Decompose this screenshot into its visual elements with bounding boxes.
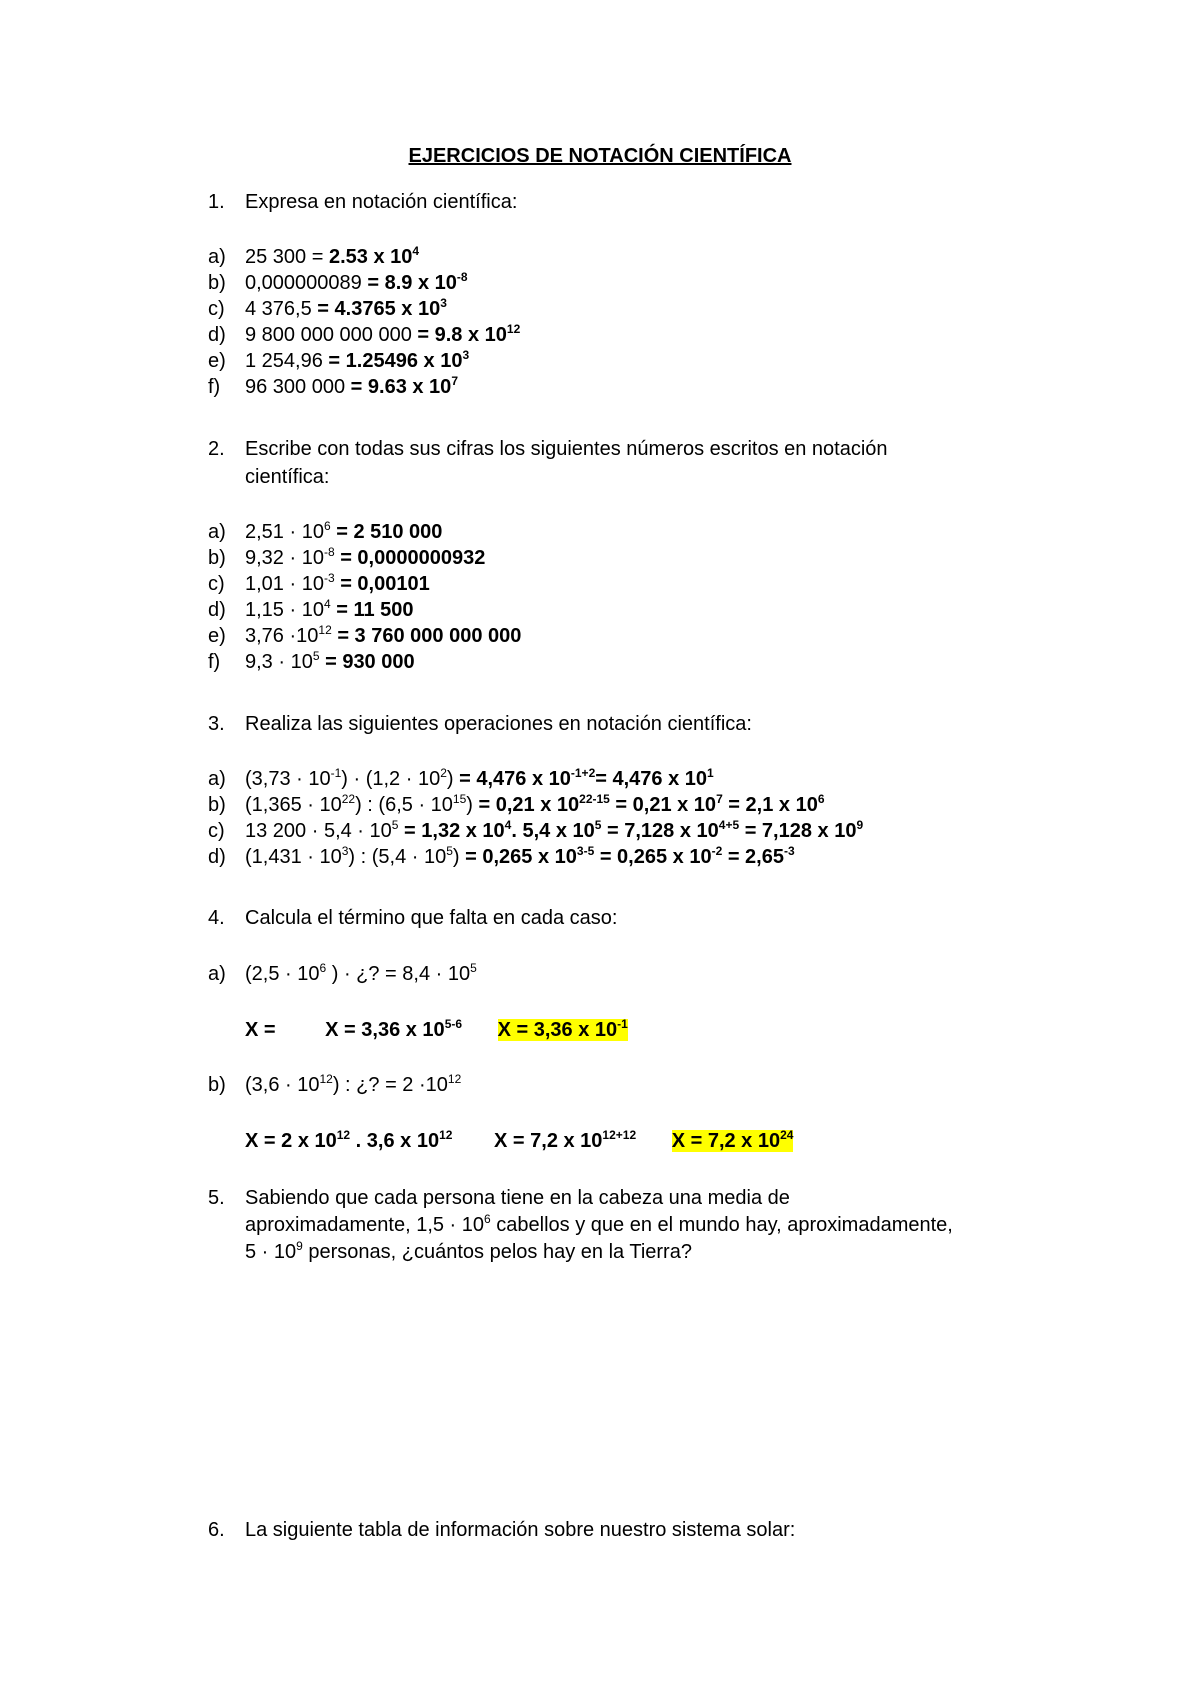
item-exponent: 5 bbox=[594, 818, 602, 832]
question-3 bbox=[208, 712, 752, 736]
item-label: b) bbox=[208, 272, 226, 294]
highlighted-answer bbox=[498, 1019, 628, 1041]
question-number: 1. bbox=[208, 191, 225, 213]
q1-item-e bbox=[208, 349, 469, 373]
item-label: c) bbox=[208, 298, 225, 320]
item-exponent: 4 bbox=[323, 597, 331, 611]
item-exponent: 22 bbox=[341, 792, 356, 806]
q3-item-c bbox=[208, 819, 863, 843]
question-number: 5. bbox=[208, 1187, 225, 1209]
q3-item-a bbox=[208, 767, 714, 791]
answer-step: X = bbox=[245, 1019, 282, 1041]
item-answer: = 4.3765 x 10 bbox=[317, 298, 441, 320]
item-exponent: 4 bbox=[504, 818, 512, 832]
item-exponent: 24 bbox=[780, 1128, 794, 1142]
item-question: ) bbox=[466, 794, 479, 816]
item-answer: = 0,00101 bbox=[340, 573, 430, 595]
answer-step: X = 7,2 x 10 bbox=[494, 1130, 603, 1152]
item-label: e) bbox=[208, 350, 226, 372]
item-question: (1,365 · 10 bbox=[245, 794, 342, 816]
item-answer: = 0,265 x 10 bbox=[465, 846, 577, 868]
item-label: b) bbox=[208, 794, 226, 816]
item-answer: = 0,0000000932 bbox=[340, 547, 486, 569]
item-question: 25 300 = bbox=[245, 246, 329, 268]
item-question: (3,6 · 10 bbox=[245, 1074, 320, 1096]
item-question: 3,76 ·10 bbox=[245, 625, 319, 647]
item-answer: = 3 760 000 000 000 bbox=[337, 625, 522, 647]
item-question: ) : ¿? = 2 ·10 bbox=[332, 1074, 448, 1096]
item-exponent: -8 bbox=[456, 270, 468, 284]
item-exponent: 12 bbox=[506, 322, 521, 336]
item-question: (1,431 · 10 bbox=[245, 846, 342, 868]
q4-a-answer bbox=[245, 1018, 628, 1042]
item-question: ) bbox=[446, 768, 460, 790]
item-answer: = 0,21 x 10 bbox=[615, 794, 717, 816]
q1-item-d bbox=[208, 323, 520, 347]
q2-item-b bbox=[208, 546, 485, 570]
question-text: La siguiente tabla de información sobre nuestro sistema solar: bbox=[245, 1519, 796, 1541]
item-answer: . 5,4 x 10 bbox=[511, 820, 595, 842]
item-answer: = 4,476 x 10 bbox=[595, 768, 708, 790]
item-exponent: 5 bbox=[446, 844, 453, 858]
question-number: 6. bbox=[208, 1519, 225, 1541]
item-exponent: -1 bbox=[617, 1017, 628, 1031]
question-text: Expresa en notación científica: bbox=[245, 191, 518, 213]
item-question: 1,01 · 10 bbox=[245, 573, 324, 595]
item-exponent: 6 bbox=[323, 519, 331, 533]
item-question: ) : (5,4 · 10 bbox=[348, 846, 447, 868]
question-1 bbox=[208, 190, 517, 214]
item-answer: 2.53 x 10 bbox=[328, 246, 413, 268]
item-exponent: 5 bbox=[312, 649, 320, 663]
item-exponent: 5 bbox=[391, 818, 399, 832]
item-answer: = 0,21 x 10 bbox=[478, 794, 580, 816]
item-exponent: 5 bbox=[470, 961, 477, 975]
item-exponent: -8 bbox=[323, 545, 335, 559]
item-exponent: 12 bbox=[318, 623, 332, 637]
item-exponent: 3 bbox=[341, 844, 349, 858]
question-text: Sabiendo que cada persona tiene en la cabeza una media de bbox=[245, 1187, 790, 1209]
page-title: EJERCICIOS DE NOTACIÓN CIENTÍFICA bbox=[408, 145, 792, 167]
item-question: 9 800 000 000 000 bbox=[245, 324, 418, 346]
item-label: e) bbox=[208, 625, 226, 647]
item-exponent: 4+5 bbox=[718, 818, 740, 832]
question-5-line-2 bbox=[245, 1213, 953, 1237]
item-exponent: -3 bbox=[783, 844, 795, 858]
item-exponent: -1+2 bbox=[570, 766, 596, 780]
item-exponent: 6 bbox=[484, 1212, 491, 1226]
item-label: f) bbox=[208, 376, 221, 398]
item-exponent: 7 bbox=[716, 792, 723, 806]
item-answer: = 7,128 x 10 bbox=[601, 820, 719, 842]
item-label: c) bbox=[208, 573, 225, 595]
item-exponent: 12 bbox=[319, 1072, 333, 1086]
question-5 bbox=[208, 1186, 790, 1210]
question-text: cabellos y que en el mundo hay, aproximadamente, bbox=[490, 1214, 953, 1236]
item-answer: = 7,128 x 10 bbox=[739, 820, 857, 842]
item-exponent: 9 bbox=[856, 818, 864, 832]
item-exponent: 7 bbox=[451, 374, 458, 388]
answer-step: . 3,6 x 10 bbox=[350, 1130, 440, 1152]
item-question: ) · (1,2 · 10 bbox=[341, 768, 441, 790]
item-exponent: -2 bbox=[711, 844, 723, 858]
item-question: 9,3 · 10 bbox=[245, 651, 313, 673]
answer-step: X = 3,36 x 10 bbox=[325, 1019, 445, 1041]
item-label: c) bbox=[208, 820, 225, 842]
question-2 bbox=[208, 437, 888, 461]
item-question: 1 254,96 bbox=[245, 350, 329, 372]
item-question: 96 300 000 bbox=[245, 376, 351, 398]
q3-item-d bbox=[208, 845, 795, 869]
item-answer: = 2 510 000 bbox=[336, 521, 443, 543]
question-text: Realiza las siguientes operaciones en notación científica: bbox=[245, 713, 752, 735]
question-text: 5 · 10 bbox=[245, 1241, 297, 1263]
item-question: ) : (6,5 · 10 bbox=[355, 794, 453, 816]
item-exponent: 1 bbox=[707, 766, 714, 780]
answer-final: X = 7,2 x 10 bbox=[671, 1130, 781, 1152]
q3-item-b bbox=[208, 793, 825, 817]
item-exponent: 4 bbox=[412, 244, 420, 258]
item-exponent: 2 bbox=[440, 766, 447, 780]
item-exponent: 3 bbox=[440, 296, 447, 310]
item-answer: = 9.63 x 10 bbox=[350, 376, 452, 398]
item-exponent: 5-6 bbox=[444, 1017, 463, 1031]
item-question: ) · ¿? = 8,4 · 10 bbox=[326, 963, 471, 985]
item-answer: = 930 000 bbox=[325, 651, 415, 673]
question-number: 3. bbox=[208, 713, 225, 735]
item-label: a) bbox=[208, 521, 226, 543]
q2-item-c bbox=[208, 572, 430, 596]
item-answer: = 1,32 x 10 bbox=[398, 820, 505, 842]
q1-item-a bbox=[208, 245, 419, 269]
item-label: b) bbox=[208, 547, 226, 569]
item-label: d) bbox=[208, 846, 226, 868]
answer-final: X = 3,36 x 10 bbox=[497, 1019, 618, 1041]
question-text: Escribe con todas sus cifras los siguientes números escritos en notación bbox=[245, 438, 888, 460]
item-exponent: 12 bbox=[447, 1072, 462, 1086]
q1-item-f bbox=[208, 375, 458, 399]
item-question: 13 200 · 5,4 · 10 bbox=[245, 820, 392, 842]
q1-item-b bbox=[208, 271, 468, 295]
item-answer: = 11 500 bbox=[336, 599, 414, 621]
item-exponent: 3 bbox=[462, 348, 470, 362]
item-question: 9,32 · 10 bbox=[245, 547, 324, 569]
item-label: a) bbox=[208, 246, 226, 268]
question-6 bbox=[208, 1518, 795, 1542]
q4-item-a bbox=[208, 962, 477, 986]
q4-b-answer bbox=[245, 1129, 793, 1153]
item-exponent: 12 bbox=[336, 1128, 351, 1142]
q2-item-f bbox=[208, 650, 415, 674]
item-exponent: 15 bbox=[452, 792, 467, 806]
item-question: 0,000000089 bbox=[245, 272, 368, 294]
question-number: 4. bbox=[208, 907, 225, 929]
q2-item-a bbox=[208, 520, 442, 544]
question-2-cont: científica: bbox=[245, 466, 330, 488]
item-label: d) bbox=[208, 599, 226, 621]
item-question: ) bbox=[452, 846, 466, 868]
item-answer: = 9.8 x 10 bbox=[417, 324, 507, 346]
answer-step: X = 2 x 10 bbox=[245, 1130, 337, 1152]
item-question: 2,51 · 10 bbox=[245, 521, 324, 543]
item-answer: = 2,1 x 10 bbox=[722, 794, 818, 816]
item-exponent: -1 bbox=[330, 766, 342, 780]
item-answer: = 1.25496 x 10 bbox=[328, 350, 463, 372]
item-exponent: 6 bbox=[319, 961, 327, 975]
q2-item-d bbox=[208, 598, 414, 622]
item-label: d) bbox=[208, 324, 226, 346]
item-question: (3,73 · 10 bbox=[245, 768, 331, 790]
item-label: a) bbox=[208, 963, 226, 985]
highlighted-answer bbox=[672, 1130, 794, 1152]
item-exponent: 9 bbox=[296, 1239, 303, 1253]
item-question: (2,5 · 10 bbox=[245, 963, 320, 985]
item-exponent: 6 bbox=[817, 792, 825, 806]
item-label: f) bbox=[208, 651, 221, 673]
q4-item-b bbox=[208, 1073, 461, 1097]
q1-item-c bbox=[208, 297, 447, 321]
question-text: personas, ¿cuántos pelos hay en la Tierra? bbox=[302, 1241, 692, 1263]
item-answer: = 2,65 bbox=[722, 846, 784, 868]
item-answer: = 0,265 x 10 bbox=[594, 846, 712, 868]
item-answer: = 8.9 x 10 bbox=[367, 272, 457, 294]
item-label: a) bbox=[208, 768, 226, 790]
question-number: 2. bbox=[208, 438, 225, 460]
item-exponent: -3 bbox=[323, 571, 335, 585]
q2-item-e bbox=[208, 624, 521, 648]
question-text: aproximadamente, 1,5 · 10 bbox=[245, 1214, 485, 1236]
item-exponent: 12 bbox=[439, 1128, 453, 1142]
question-5-line-3 bbox=[245, 1240, 692, 1264]
item-label: b) bbox=[208, 1074, 226, 1096]
item-answer: = 4,476 x 10 bbox=[459, 768, 571, 790]
item-question: 4 376,5 bbox=[245, 298, 318, 320]
item-exponent: 3-5 bbox=[576, 844, 595, 858]
item-exponent: 22-15 bbox=[579, 792, 610, 806]
item-exponent: 12+12 bbox=[602, 1128, 637, 1142]
question-4 bbox=[208, 906, 617, 930]
question-text: Calcula el término que falta en cada caso: bbox=[245, 907, 618, 929]
item-question: 1,15 · 10 bbox=[245, 599, 324, 621]
